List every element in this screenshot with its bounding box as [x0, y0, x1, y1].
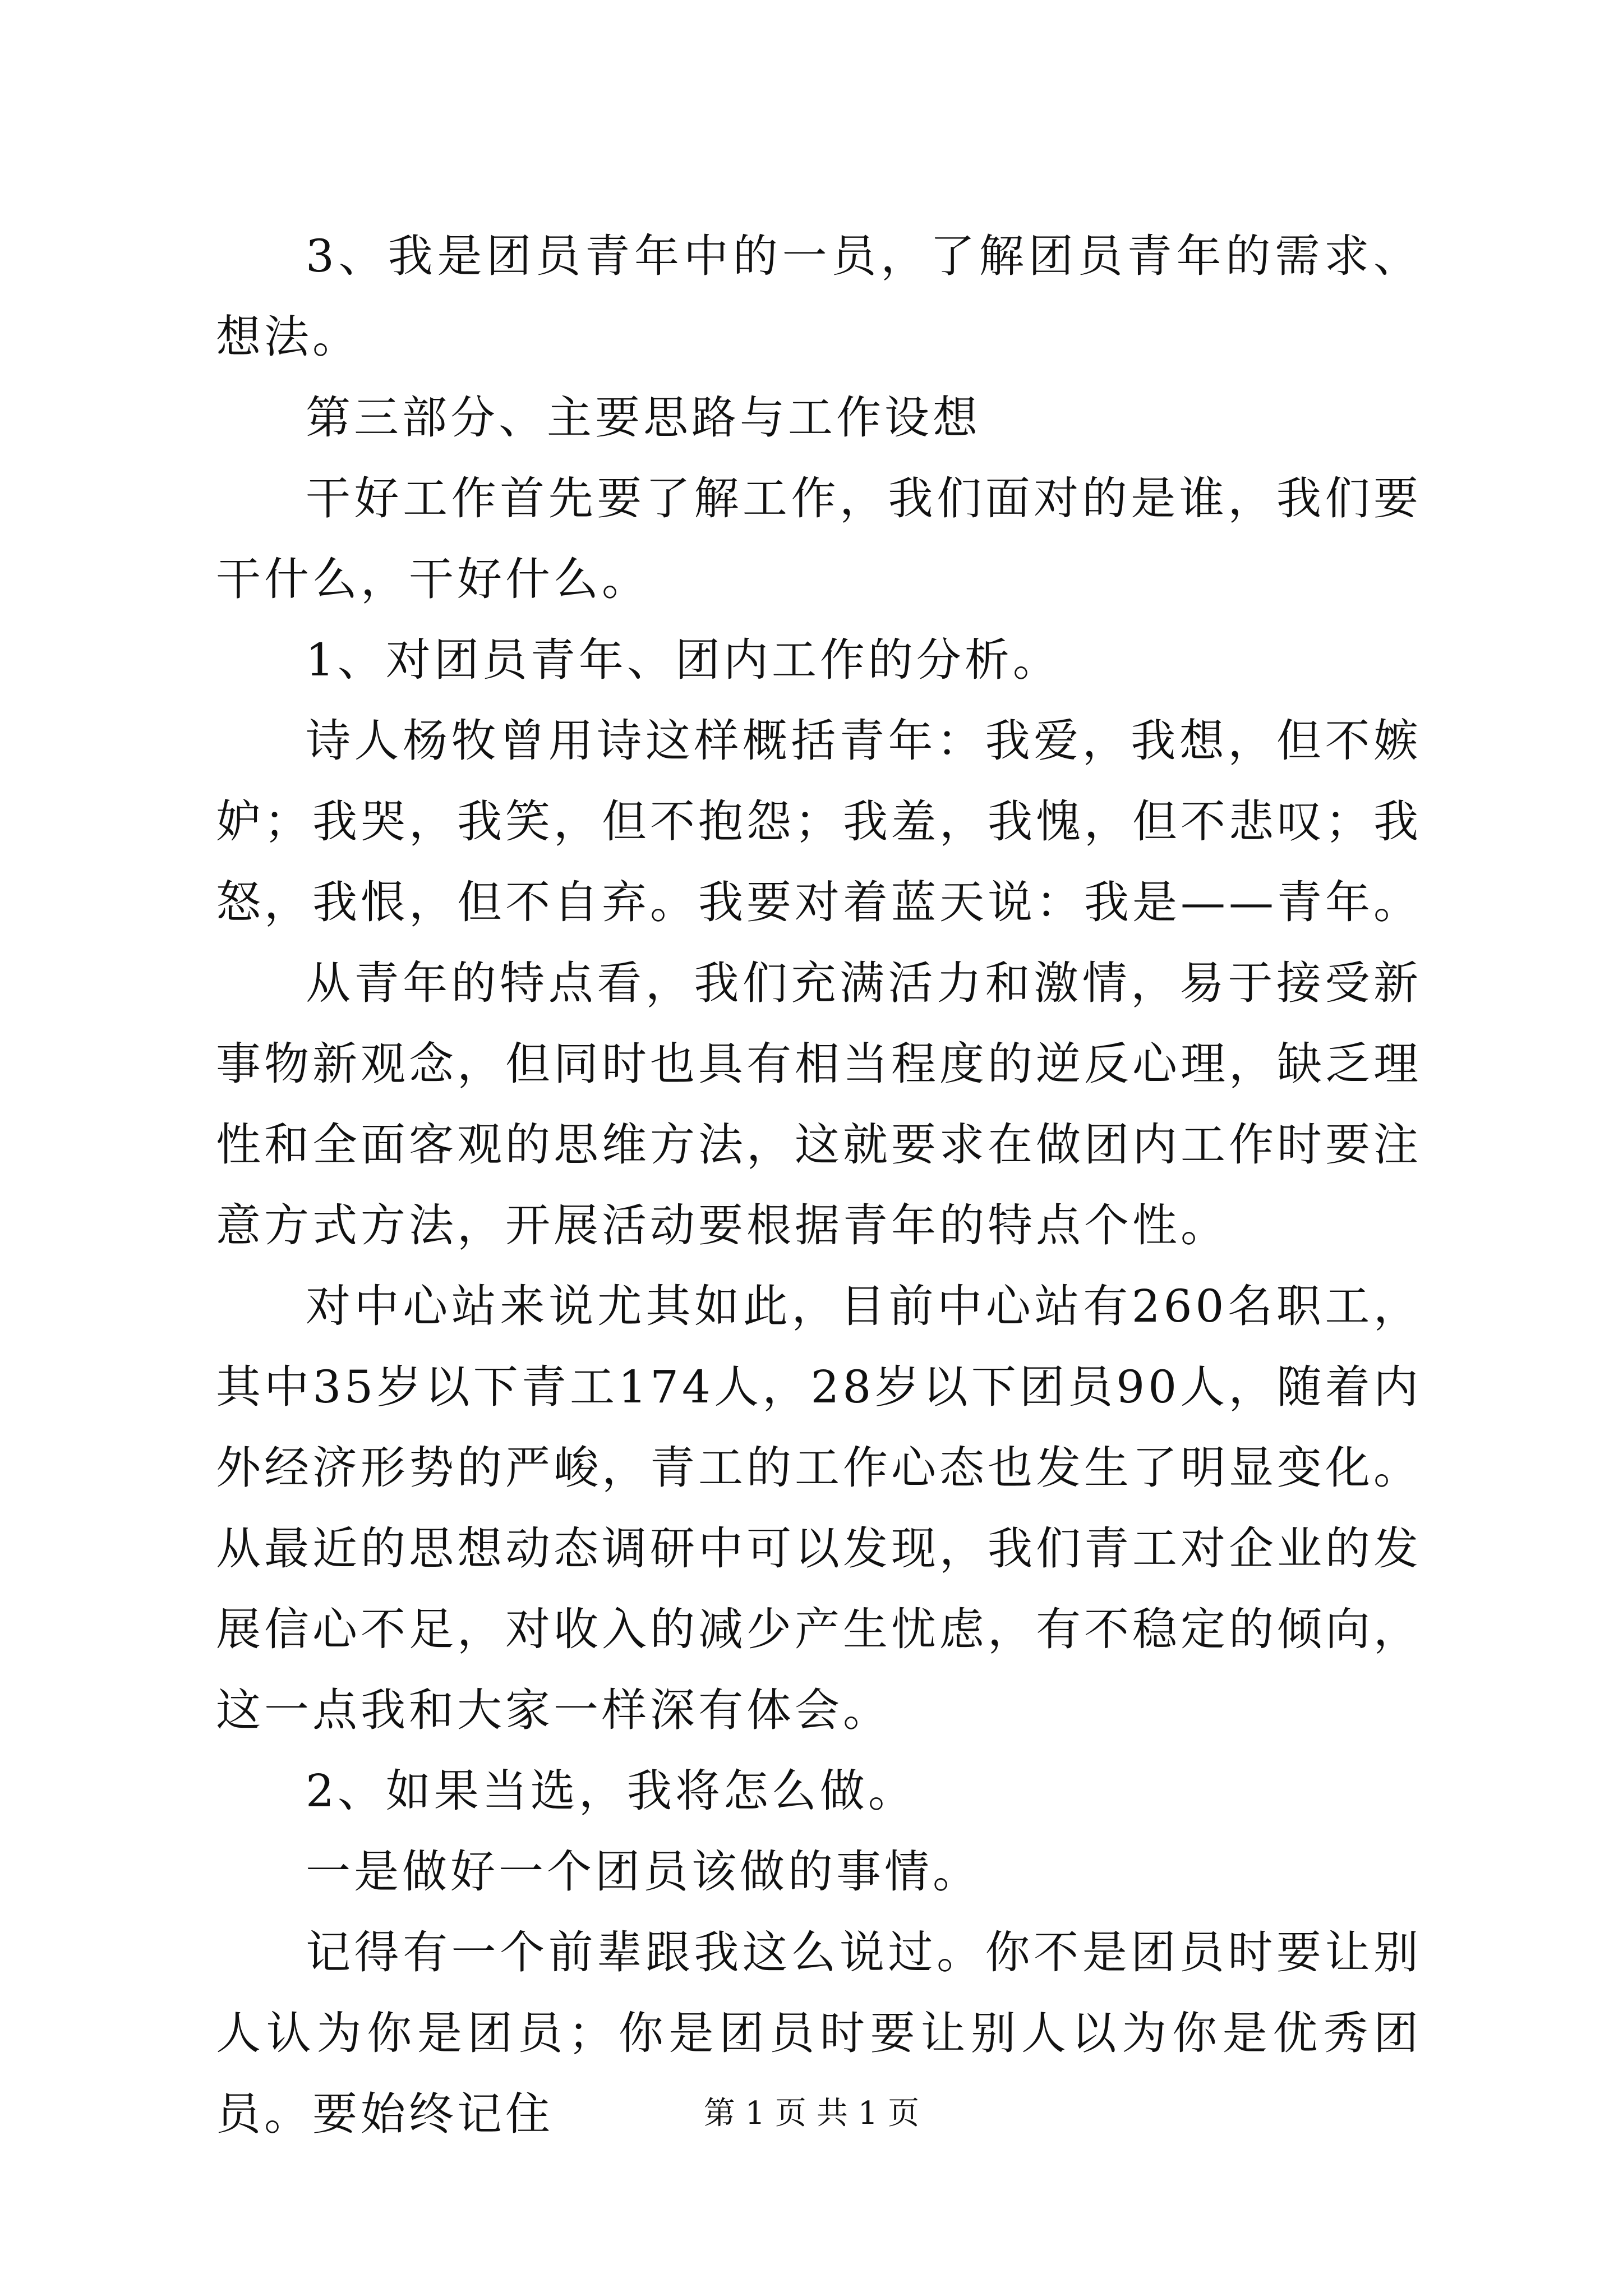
page-total: 共 1 页	[817, 2095, 920, 2132]
document-body	[216, 216, 1422, 2155]
section-heading: 第三部分、主要思路与工作设想	[306, 392, 981, 444]
paragraph-8: 一是做好一个团员该做的事情。	[306, 1846, 981, 1898]
paragraph-2: 干好工作首先要了解工作，我们面对的是谁，我们要干什么，干好什么。	[216, 472, 1422, 605]
paragraph-4: 诗人杨牧曾用诗这样概括青年：我爱，我想，但不嫉妒；我哭，我笑，但不抱怨；我羞，我愧，但不悲叹；我怒，我恨，但不自弃。我要对着蓝天说：我是——青年。	[216, 715, 1422, 928]
page-footer	[0, 2091, 1623, 2136]
paragraph-6: 对中心站来说尤其如此，目前中心站有260名职工，其中35岁以下青工174人，28岁以下团员90人，随着内外经济形势的严峻，青工的工作心态也发生了明显变化。从最近的思想动态调研中可以发现，我们青工对企业的发展信心不足，对收入的减少产生忧虑，有不稳定的倾向，这一点我和大家一样深有体会。	[216, 1280, 1422, 1736]
paragraph-1: 3、我是团员青年中的一员，了解团员青年的需求、想法。	[216, 230, 1422, 363]
paragraph-9: 记得有一个前辈跟我这么说过。你不是团员时要让别人认为你是团员；你是团员时要让别人以为你是优秀团员。要始终记住	[216, 1926, 1422, 2140]
paragraph-3: 1、对团员青年、团内工作的分析。	[306, 634, 1061, 686]
paragraph-5: 从青年的特点看，我们充满活力和激情，易于接受新事物新观念，但同时也具有相当程度的逆反心理，缺乏理性和全面客观的思维方法，这就要求在做团内工作时要注意方式方法，开展活动要根据青年的特点个性。	[216, 957, 1422, 1251]
paragraph-7: 2、如果当选，我将怎么做。	[306, 1765, 916, 1817]
page-number: 第 1 页	[703, 2095, 806, 2132]
